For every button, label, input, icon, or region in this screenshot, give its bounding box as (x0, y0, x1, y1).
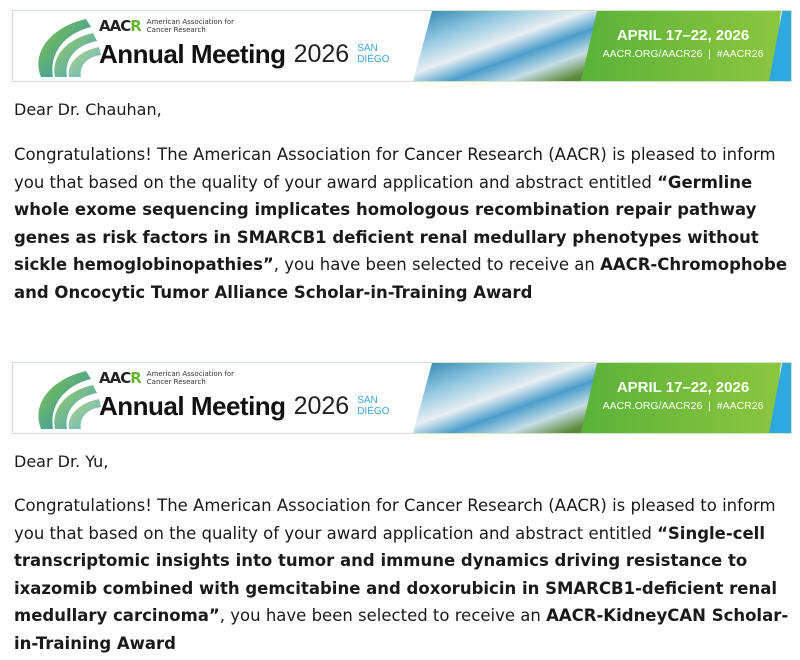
event-city: SAN DIEGO (357, 43, 390, 65)
event-dates: APRIL 17–22, 2026 (616, 27, 750, 44)
date-block (603, 379, 763, 412)
aacr-swoosh-logo-icon (31, 369, 101, 431)
event-year: 2026 (293, 40, 350, 68)
event-dates: APRIL 17–22, 2026 (616, 379, 750, 396)
event-logo (99, 368, 389, 423)
letter-body: Congratulations! The American Association for Cancer Research (AACR) is pleased to inform you that based on the quality of your award application and abstract entitled “Germline whole exome sequencing implicates homologous recombination repair pathway genes as risk factors in SMARCB1 deficient renal medullary phenotypes without sickle hemoglobinopathies”, you have been selected to receive an AACR-Chromophobe and Oncocytic Tumor Alliance Scholar-in-Training Award (14, 145, 788, 302)
event-city: SAN DIEGO (357, 395, 390, 417)
aacr-logo-text: AACR (99, 369, 141, 387)
greeting: Dear Dr. Chauhan, (14, 100, 162, 119)
event-name: Annual Meeting (99, 391, 286, 421)
greeting: Dear Dr. Yu, (14, 452, 109, 471)
event-links: AACR.ORG/AACR26 | #AACR26 (602, 48, 764, 60)
abstract-title: “Single-cell transcriptomic insights into tumor and immune dynamics driving resistance to ixazomib combined with gemcitabine and doxorubicin in SMARCB1-deficient renal medullary carcinoma” (14, 523, 778, 625)
event-year: 2026 (293, 392, 350, 420)
aacr-logo-text: AACR (99, 17, 141, 35)
san-diego-harbor-photo (413, 11, 603, 81)
award-name: AACR-KidneyCAN Scholar-in-Training Award (14, 606, 789, 653)
date-block (603, 27, 763, 60)
org-full-name: American Association for Cancer Research (146, 370, 235, 386)
san-diego-harbor-photo (413, 363, 603, 433)
event-name: Annual Meeting (99, 39, 286, 69)
aacr-swoosh-logo-icon (31, 17, 101, 79)
aacr-annual-meeting-banner (12, 10, 792, 82)
letter-body: Congratulations! The American Association for Cancer Research (AACR) is pleased to inform you that based on the quality of your award application and abstract entitled “Single-cell transcriptomic insights into tumor and immune dynamics driving resistance to ixazomib combined with gemcitabine and doxorubicin in SMARCB1-deficient renal medullary carcinoma”, you have been selected to receive an AACR-KidneyCAN Scholar-in-Training Award (14, 496, 789, 653)
event-links: AACR.ORG/AACR26 | #AACR26 (602, 400, 764, 412)
event-logo (99, 16, 389, 71)
aacr-annual-meeting-banner (12, 362, 792, 434)
org-full-name: American Association for Cancer Research (146, 18, 235, 34)
award-name: AACR-Chromophobe and Oncocytic Tumor Alliance Scholar-in-Training Award (14, 255, 788, 302)
abstract-title: “Germline whole exome sequencing implicates homologous recombination repair pathway genes as risk factors in SMARCB1 deficient renal medullary phenotypes without sickle hemoglobinopathies” (14, 172, 759, 274)
